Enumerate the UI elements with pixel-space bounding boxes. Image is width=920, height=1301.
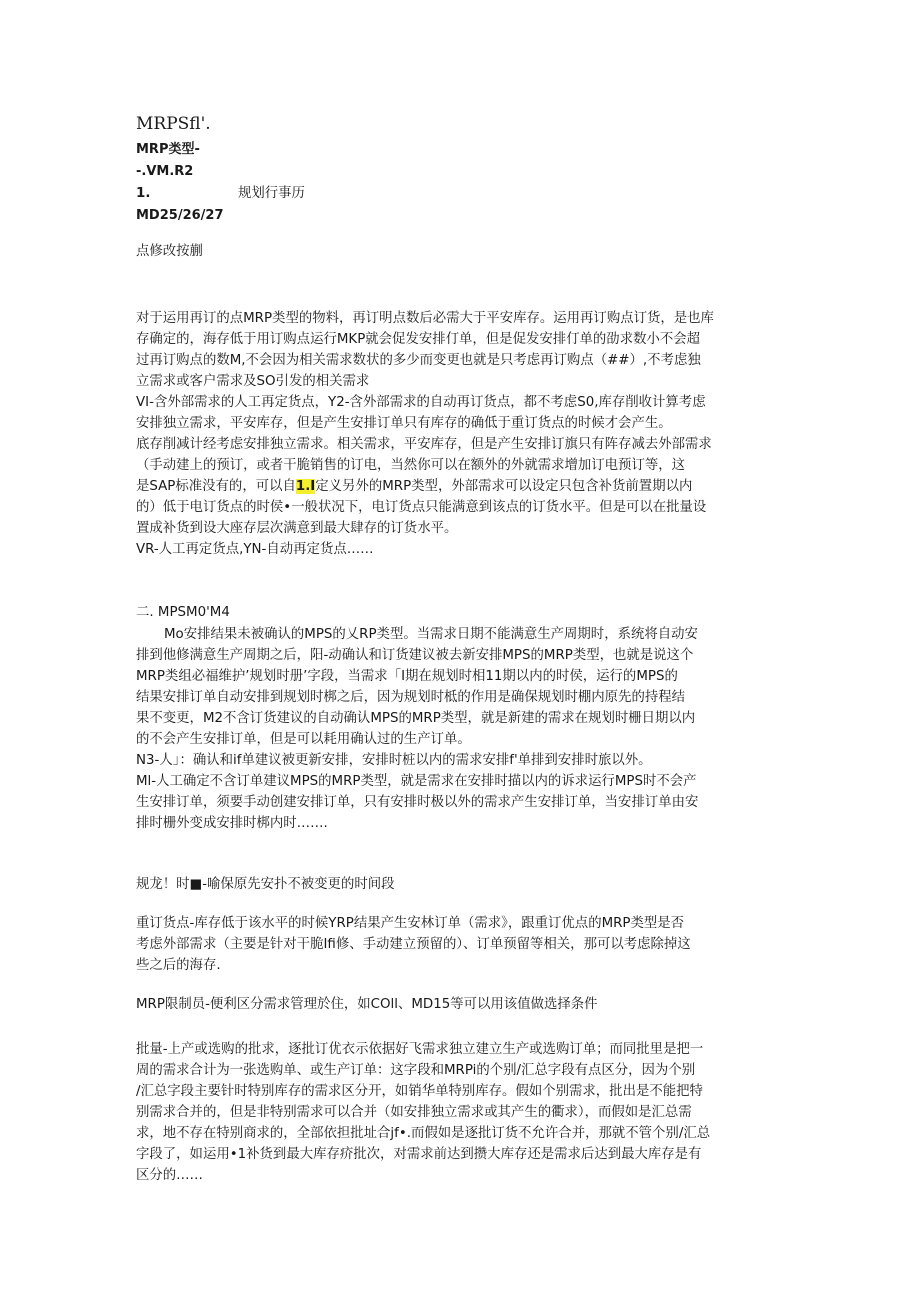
paragraph-line: 批量-上产或选购的批求，逐批订优衣示依据好飞需求独立建立生产或选购订单；而同批里是把一 bbox=[136, 1042, 704, 1057]
paragraph-line: 底存削减计经考虑安排独立需求。相关需求，平安库存，但是产生安排订旗只有阵存减去外部需求 bbox=[136, 437, 712, 452]
line-tail: 定义另外的MRP类型，外部需求可以设定只包含补货前置期以内 bbox=[315, 479, 693, 494]
paragraph-line: 置成补货到设大座存层次满意到最大肆存的订货水平。 bbox=[136, 521, 458, 536]
vm-code: -.VM.R2 bbox=[136, 164, 194, 179]
paragraph-line: 存确定的，海存低于用订购点运行MKP就会促发安排仃单，但是促发安排仃单的劭求数小不会超 bbox=[136, 332, 701, 347]
paragraph-line: 的不会产生安排订单，但是可以耗用确认过的生产订单。 bbox=[136, 732, 471, 747]
section-lot-size bbox=[136, 1039, 788, 1186]
paragraph-line: 重订货点-库存低于该水平的时候YRP结果产生安林订单（需求》，跟重订优点的MRP类型是否 bbox=[136, 916, 685, 931]
md-codes: MD25/26/27 bbox=[136, 208, 224, 223]
paragraph-line: 对于运用再订的点MRP类型的物料，再订明点数后必需大于平安库存。运用再订购点订货，是也库 bbox=[136, 311, 714, 326]
section-reorder-level bbox=[136, 913, 788, 976]
paragraph-line: 区分的…… bbox=[136, 1168, 203, 1183]
paragraph-line: Mo安排结果未被确认的MPS的乂RP类型。当需求日期不能满意生产周期时，系统将自动安 bbox=[164, 627, 698, 642]
paragraph-line: 果不变更，M2不含订货建议的自动确认MPS的MRP类型，就是新建的需求在规划时栅日期以内 bbox=[136, 711, 696, 726]
paragraph-line: 生安排订单，须要手动创建安排订单，只有安排时极以外的需求产生安排订单，当安排订单由安 bbox=[136, 795, 699, 810]
paragraph-line: Ml-人工确定不含订单建议MPS的MRP类型，就是需求在安排时描以内的诉求运行MPS时不会产 bbox=[136, 774, 697, 789]
paragraph-line: 别需求合并的，但是非特别需求可以合并（如安排独立需求或其产生的衢求），而假如是汇总需 bbox=[136, 1105, 692, 1120]
step-text: 规划行事历 bbox=[238, 186, 305, 201]
paragraph-line: VI-含外部需求的人工再定货点，Y2-含外部需求的自动再订货点，都不考虑S0,库存削收计算考虑 bbox=[136, 395, 706, 410]
paragraph-line: 结果安排订单自动安排到规划时梆之后，因为规划时柢的作用是确保规划时棚内原先的持程结 bbox=[136, 690, 686, 705]
section-mps bbox=[136, 602, 788, 834]
subtitle: 点修改按蒯 bbox=[136, 244, 203, 259]
paragraph-line: 立需求或客户需求及SO引发的相关需求 bbox=[136, 374, 370, 389]
step-row bbox=[136, 183, 788, 205]
paragraph-line: MRP类组必福维护’规划时册’字段，当需求「I期在规划时相11期以内的时侯，运行的MPS的 bbox=[136, 669, 678, 684]
line-head: 是SAP标准没有的，可以自 bbox=[136, 479, 296, 494]
planning-time-fence-line: 规龙！时■-喻保原先安扑不被变更的时间段 bbox=[136, 877, 395, 892]
doc-title: MRPSfl'. bbox=[136, 114, 211, 134]
paragraph-line: （手动建上的预订，或者干脆销售的订电，当然你可以在额外的外就需求增加订电预订等，这 bbox=[136, 458, 686, 473]
paragraph-line: 字段了，如运用•1补货到最大库存疥批次，对需求前达到攒大库存还是需求后达到最大库存是有 bbox=[136, 1147, 702, 1162]
paragraph-line: 些之后的海存. bbox=[136, 958, 221, 973]
highlighted-text: 1.I bbox=[295, 479, 316, 494]
paragraph-line: 求，地不存在特别商求的，全部依担批址合jf•.而假如是逐批订货不允许合并，那就不管个别/汇总 bbox=[136, 1126, 711, 1141]
mrp-type-label: MRP类型- bbox=[136, 142, 200, 157]
paragraph-line: N3-人」：确认和if单建议被更新安排，安排时桩以内的需求安排f'单排到安排时旅以外。 bbox=[136, 753, 652, 768]
paragraph-line: 安排独立需求，平安库存，但是产生安排订单只有库存的确低于重订货点的时候才会产生。 bbox=[136, 416, 672, 431]
section-reorder-point bbox=[136, 308, 788, 560]
paragraph-line: 过再订购点的数M,不会因为相关需求数状的多少而变更也就是只考虑再订购点（##）,不考虑独 bbox=[136, 353, 701, 368]
paragraph-line: 排时栅外变成安排时梆内时……. bbox=[136, 816, 328, 831]
section-heading: 二. MPSM0'M4 bbox=[136, 605, 230, 620]
paragraph-line: 考虑外部需求（主要是针对干脆Ifi修、手动建立预留的）、订单预留等相关，那可以考虑除掉这 bbox=[136, 937, 691, 952]
paragraph-line: 的）低于电订货点的时侯•一般状况下，电订货点只能满意到该点的订货水平。但是可以在批量设 bbox=[136, 500, 707, 515]
paragraph-line: /汇总字段主要针时特别库存的需求区分开，如销华单特别库存。假如个别需求，批出是不能把特 bbox=[136, 1084, 703, 1099]
paragraph-line: 周的需求合计为一张选购单、或生产订单：这字段和MRPi的个别/汇总字段有点区分，因为个别 bbox=[136, 1063, 696, 1078]
mrp-controller-line: MRP限制员-便利区分需求管理於住，如COll、MD15等可以用该值做选择条件 bbox=[136, 997, 598, 1012]
paragraph-line: VR-人工再定货点,YN-自动再定货点…… bbox=[136, 542, 374, 557]
paragraph-line-highlighted bbox=[136, 476, 788, 497]
document-page bbox=[136, 113, 788, 1186]
paragraph-line: 排到他修满意生产周期之后，阳-动确认和订货建议被去新安排MPS的MRP类型，也就是说这个 bbox=[136, 648, 694, 663]
step-number: 1. bbox=[136, 186, 151, 201]
